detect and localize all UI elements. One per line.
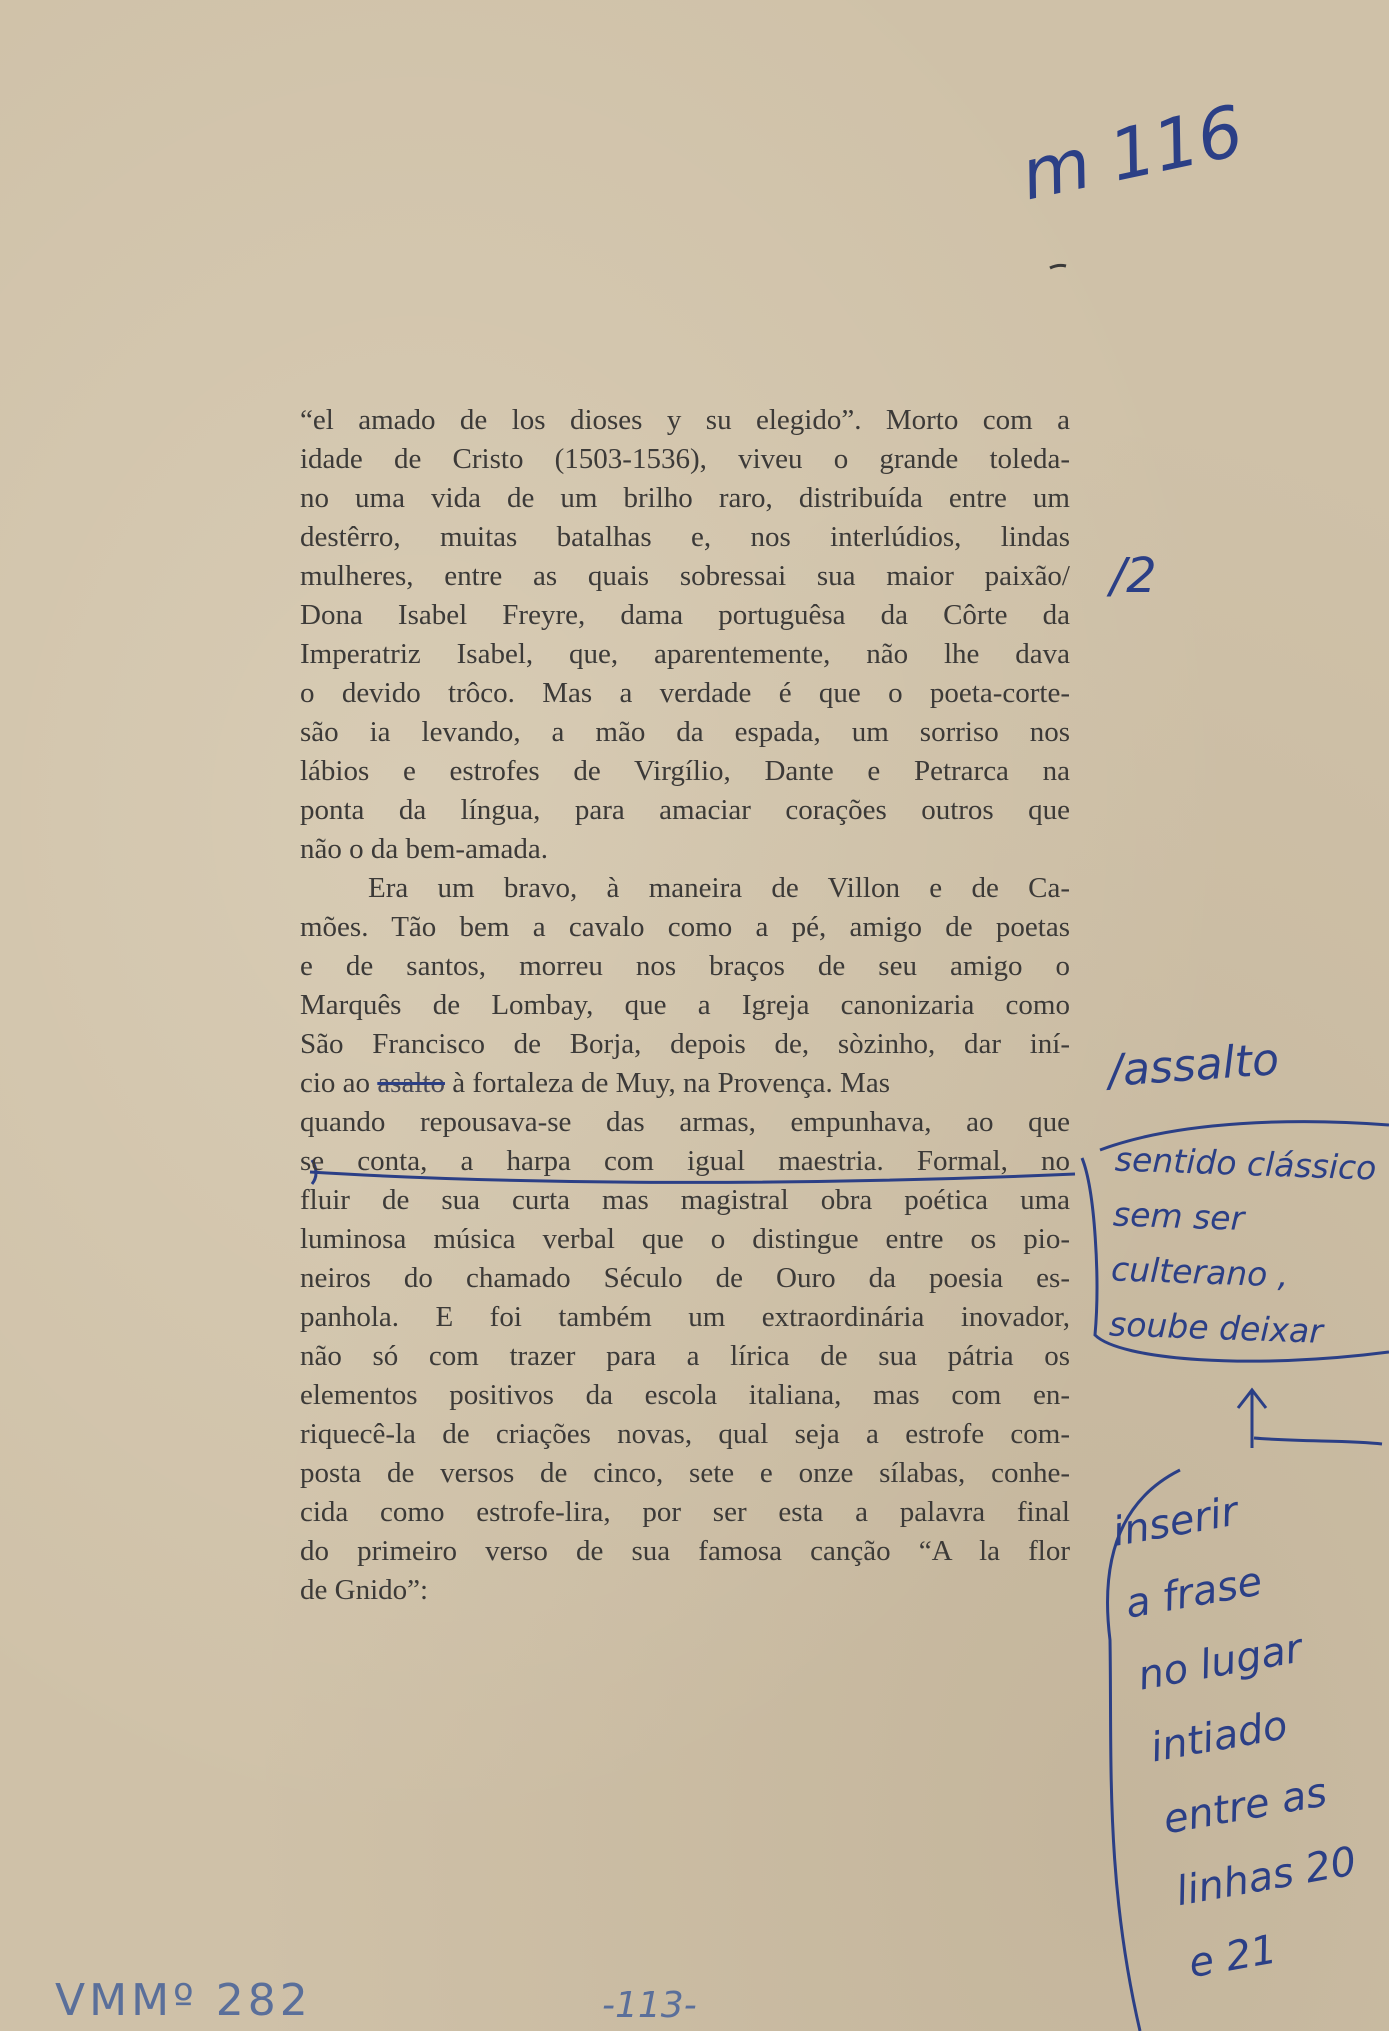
text-line: e de santos, morreu nos braços de seu amigo o <box>300 950 1070 982</box>
text-line: São Francisco de Borja, depois de, sòzinho, dar iní- <box>300 1028 1070 1060</box>
text-line: Era um bravo, à maneira de Villon e de Ca- <box>368 872 1070 904</box>
margin-note-line: soube deixar <box>1108 1304 1324 1351</box>
text-line: são ia levando, a mão da espada, um sorriso nos <box>300 716 1070 748</box>
margin-note-line: sem ser <box>1112 1194 1245 1239</box>
margin-note <box>1108 1132 1377 1361</box>
text-line: se conta, a harpa com igual maestria. Formal, no <box>300 1145 1070 1177</box>
insertion-word: /assalto <box>1106 1034 1281 1097</box>
text-line: destêrro, muitas batalhas e, nos interlúdios, lindas <box>300 521 1070 553</box>
text-span: à fortaleza de Muy, na Provença. Mas <box>444 1067 890 1099</box>
text-line: posta de versos de cinco, sete e onze sílabas, conhe- <box>300 1457 1070 1489</box>
text-line-with-correction <box>300 1064 1070 1103</box>
text-line: de Gnido”: <box>300 1574 429 1606</box>
instruction-line: entre as <box>1159 1769 1331 1844</box>
text-line: o devido trôco. Mas a verdade é que o poeta-corte- <box>300 677 1070 709</box>
text-line: Marquês de Lombay, que a Igreja canonizaria como <box>300 989 1070 1021</box>
instruction-line: a frase <box>1121 1558 1266 1628</box>
text-line: do primeiro verso de sua famosa canção “A la flor <box>300 1535 1070 1567</box>
struck-word: asalto <box>377 1067 445 1099</box>
instruction-line: linhas 20 <box>1172 1838 1360 1916</box>
text-line: neiros do chamado Século de Ouro da poesia es- <box>300 1262 1070 1294</box>
text-line: Imperatriz Isabel, que, aparentemente, não lhe dava <box>300 638 1070 670</box>
text-span: cio ao <box>300 1067 378 1099</box>
slash-mark: /2 <box>1110 548 1157 604</box>
text-line: quando repousava-se das armas, empunhava, ao que <box>300 1106 1070 1138</box>
text-line: luminosa música verbal que o distingue entre os pio- <box>300 1223 1070 1255</box>
text-line: no uma vida de um brilho raro, distribuída entre um <box>300 482 1070 514</box>
text-line: “el amado de los dioses y su elegido”. Morto com a <box>300 404 1070 436</box>
text-line: ponta da língua, para amaciar corações outros que <box>300 794 1070 826</box>
text-line: lábios e estrofes de Virgílio, Dante e Petrarca na <box>300 755 1070 787</box>
instruction-line: e 21 <box>1185 1926 1281 1988</box>
text-line: riquecê-la de criações novas, qual seja a estrofe com- <box>300 1418 1070 1450</box>
instruction-line: intiado <box>1147 1702 1291 1772</box>
instruction-line: inserir <box>1109 1488 1242 1556</box>
instruction-line: no lugar <box>1134 1625 1306 1700</box>
ink-speck <box>1050 265 1066 268</box>
text-line: elementos positivos da escola italiana, mas com en- <box>300 1379 1070 1411</box>
text-line: não só com trazer para a lírica de sua pátria os <box>300 1340 1070 1372</box>
margin-note-line: sentido clássico <box>1114 1139 1378 1188</box>
text-line: cida como estrofe-lira, por ser esta a palavra final <box>300 1496 1070 1528</box>
page-number: -113- <box>602 1985 697 2026</box>
text-line: panhola. E foi também um extraordinária inovador, <box>300 1301 1070 1333</box>
text-line: idade de Cristo (1503-1536), viveu o grande toleda- <box>300 443 1070 475</box>
folio-mark: m 116 <box>1013 89 1251 217</box>
text-line: Dona Isabel Freyre, dama portuguêsa da Côrte da <box>300 599 1070 631</box>
text-line: mões. Tão bem a cavalo como a pé, amigo de poetas <box>300 911 1070 943</box>
text-line: não o da bem-amada. <box>300 833 549 865</box>
text-line: fluir de sua curta mas magistral obra poética uma <box>300 1184 1070 1216</box>
arrow-tail-line <box>1254 1438 1382 1444</box>
margin-note-line: culterano , <box>1110 1249 1290 1295</box>
text-line: mulheres, entre as quais sobressai sua maior paixão/ <box>300 560 1070 592</box>
printed-body-text <box>300 401 1070 1610</box>
catalog-number: VMMº 282 <box>55 1975 312 2026</box>
